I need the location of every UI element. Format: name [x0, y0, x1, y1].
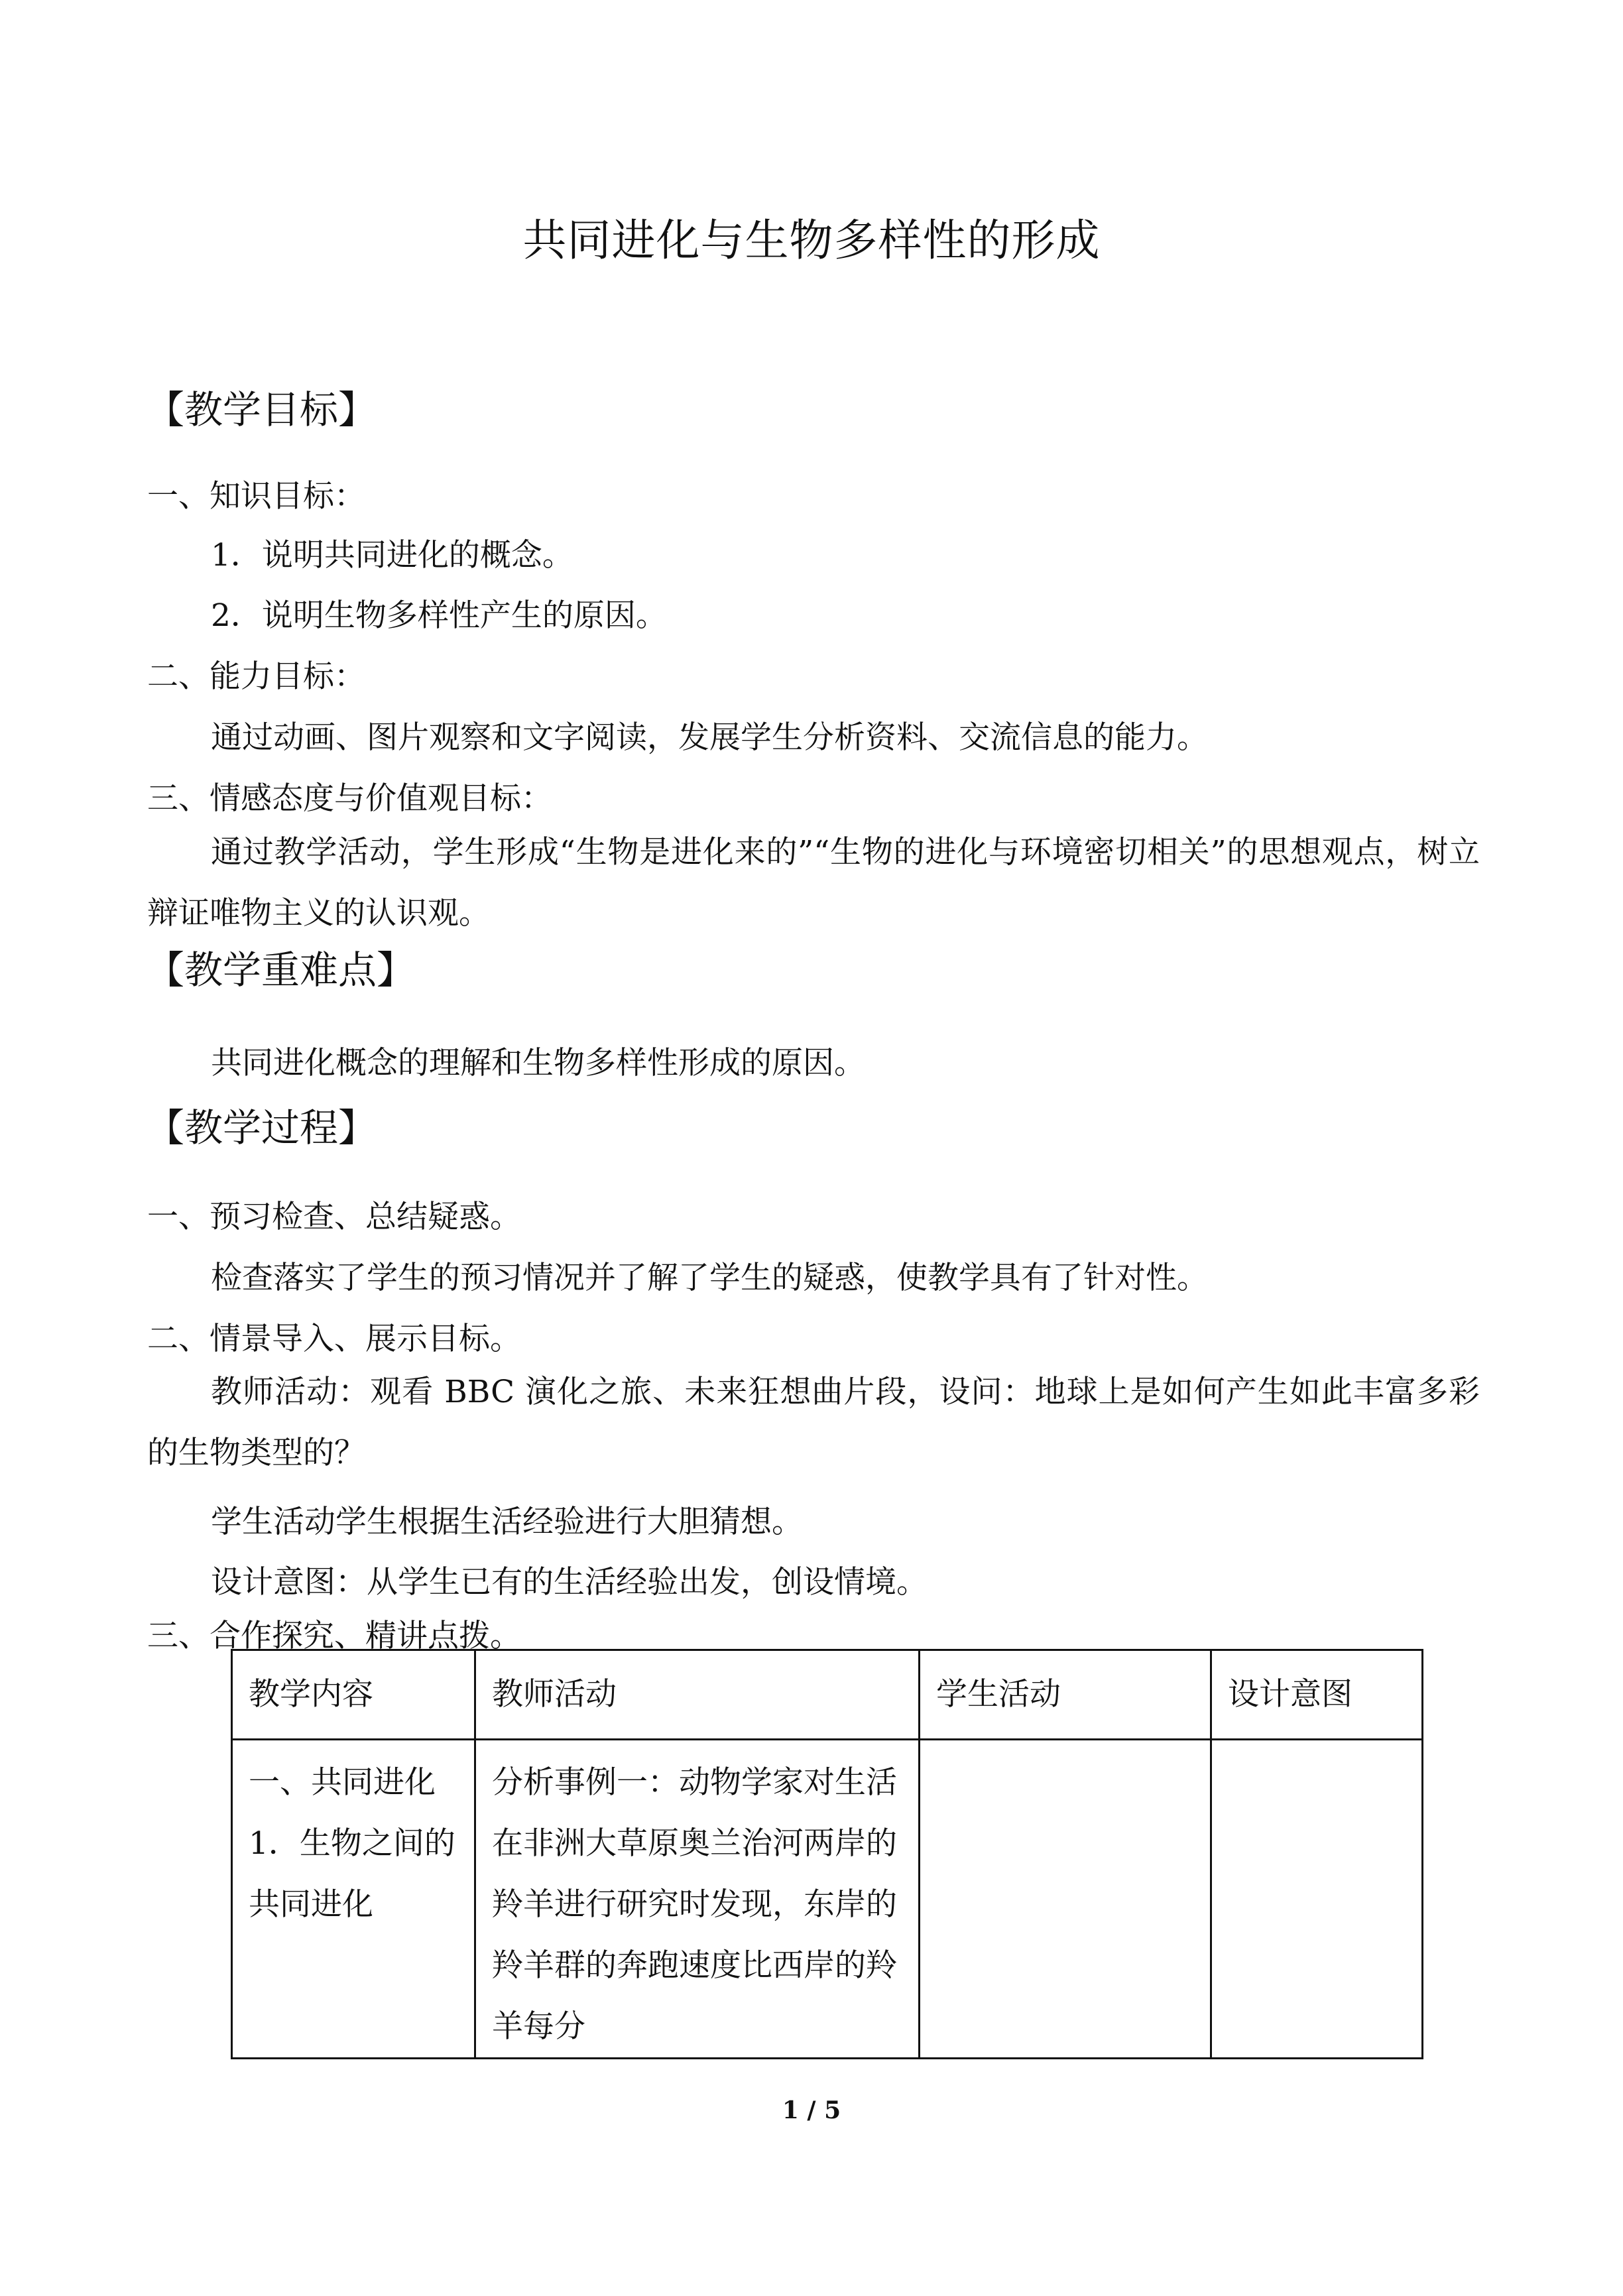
table-header-design: 设计意图: [1211, 1650, 1423, 1740]
step2-heading: 二、情景导入、展示目标。: [147, 1321, 521, 1357]
knowledge-heading: 一、知识目标：: [147, 478, 365, 514]
step2-design-intent: 设计意图：从学生已有的生活经验出发，创设情境。: [211, 1564, 928, 1601]
process-heading: 【教学过程】: [146, 1105, 377, 1150]
step1-heading: 一、预习检查、总结疑惑。: [147, 1199, 521, 1235]
table-header-teacher: 教师活动: [475, 1650, 920, 1740]
step2-teacher-activity: 教师活动：观看 BBC 演化之旅、未来狂想曲片段，设问：地球上是如何产生如此丰富多彩的生物类型的？: [147, 1374, 1480, 1471]
step3-heading: 三、合作探究、精讲点拨。: [147, 1618, 521, 1654]
goals-heading: 【教学目标】: [146, 387, 377, 432]
keypoints-heading: 【教学重难点】: [146, 947, 416, 993]
emotion-heading: 三、情感态度与价值观目标：: [147, 780, 552, 817]
ability-text: 通过动画、图片观察和文字阅读，发展学生分析资料、交流信息的能力。: [211, 719, 1208, 756]
knowledge-item-1: 1．说明共同进化的概念。: [211, 537, 573, 574]
lesson-table: [231, 1649, 1423, 2059]
knowledge-item-2: 2．说明生物多样性产生的原因。: [211, 597, 667, 634]
step2-student-activity: 学生活动学生根据生活经验进行大胆猜想。: [211, 1504, 803, 1540]
table-header-student: 学生活动: [920, 1650, 1211, 1740]
emotion-text: 通过教学活动，学生形成“生物是进化来的”“生物的进化与环境密切相关”的思想观点，树立辩证唯物主义的认识观。: [147, 834, 1480, 932]
table-header-row: [232, 1650, 1423, 1740]
page-number: 1 / 5: [782, 2096, 841, 2124]
table-cell-student: [920, 1740, 1211, 2059]
table-cell-teacher: 分析事例一：动物学家对生活在非洲大草原奥兰治河两岸的羚羊进行研究时发现，东岸的羚羊群的奔跑速度比西岸的羚羊每分: [475, 1740, 920, 2059]
ability-heading: 二、能力目标：: [147, 658, 365, 695]
table-row: [232, 1740, 1423, 2059]
document-title: 共同进化与生物多样性的形成: [522, 215, 1101, 266]
table-cell-content: 一、共同进化1．生物之间的共同进化: [232, 1740, 475, 2059]
table-cell-design: [1211, 1740, 1423, 2059]
keypoints-text: 共同进化概念的理解和生物多样性形成的原因。: [211, 1045, 865, 1081]
step1-text: 检查落实了学生的预习情况并了解了学生的疑惑，使教学具有了针对性。: [211, 1260, 1208, 1296]
table-header-content: 教学内容: [232, 1650, 475, 1740]
